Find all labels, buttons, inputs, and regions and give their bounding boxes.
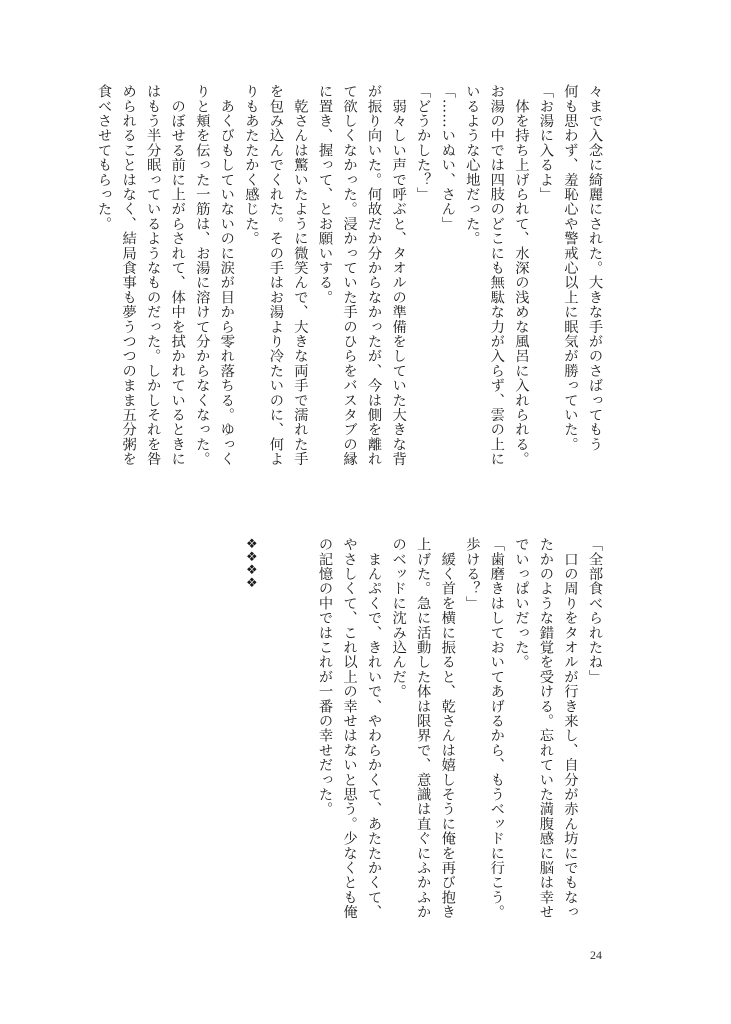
text-line: 乾さんは驚いたように微笑んで、大きな両手で濡れた手 bbox=[292, 84, 309, 467]
text-line: 「……いぬい、さん」 bbox=[439, 84, 456, 231]
lower-text-block bbox=[239, 537, 607, 942]
text-line: が振り向いた。何故だか分からなかったが、今は側を離れ bbox=[366, 84, 383, 467]
text-line: 食べさせてもらった。 bbox=[96, 84, 113, 231]
text-line: を包み込んでくれた。その手はお湯より冷たいのに、何よ bbox=[267, 84, 284, 467]
text-line bbox=[263, 537, 288, 942]
page-number: 24 bbox=[590, 948, 602, 962]
text-line: 「全部食べられたね」 bbox=[587, 537, 603, 684]
text-line: 何も思わず、羞恥心や警戒心以上に眠気が勝っていた。 bbox=[562, 84, 579, 452]
text-line: 緩く首を横に振ると、乾さんは嬉しそうに俺を再び抱き bbox=[439, 537, 456, 920]
text-line: 「歯磨きはしておいてあげるから、もうベッドに行こう。 bbox=[488, 537, 505, 920]
text-line: のベッドに沈み込んだ。 bbox=[390, 537, 407, 699]
text-line: 「お湯に入るよ」 bbox=[537, 84, 554, 202]
text-line: まんぷくで、きれいで、やわらかくて、あたたかくて、 bbox=[366, 537, 383, 920]
text-line: て欲しくなかった。浸かっていた手のひらをバスタブの縁 bbox=[341, 84, 358, 467]
text-line: やさしくて、これ以上の幸せはないと思う。少なくとも俺 bbox=[341, 537, 358, 920]
text-line bbox=[288, 537, 313, 942]
text-line: 「どうかした？」 bbox=[415, 84, 432, 202]
text-line: あくびもしていないのに涙が目から零れ落ちる。ゆっく bbox=[218, 84, 235, 467]
text-line: のぼせる前に上がらされて、体中を拭かれているときに bbox=[169, 84, 186, 467]
text-line: たかのような錯覚を受ける。忘れていた満腹感に脳は幸せ bbox=[537, 537, 554, 920]
text-line: 々まで入念に綺麗にされた。大きな手がのさばってもう bbox=[587, 84, 603, 452]
text-line: 口の周りをタオルが行き来し、自分が赤ん坊にでもなっ bbox=[562, 537, 579, 920]
text-line: いるような心地だった。 bbox=[464, 84, 481, 246]
text-line: の記憶の中ではこれが一番の幸せだった。 bbox=[316, 537, 333, 817]
text-line: 歩ける？」 bbox=[464, 537, 481, 611]
text-line: 上げた。急に活動した体は限界で、意識は直ぐにふかふか bbox=[415, 537, 432, 920]
section-break-ornament: ❖❖❖❖ bbox=[244, 537, 260, 589]
text-line: められることはなく、結局食事も夢うつつのまま五分粥を bbox=[120, 84, 137, 467]
text-line: 弱々しい声で呼ぶと、タオルの準備をしていた大きな背 bbox=[390, 84, 407, 467]
text-line: でいっぱいだった。 bbox=[513, 537, 530, 670]
text-line: お湯の中では四肢のどこにも無駄な力が入らず、雲の上に bbox=[488, 84, 505, 467]
text-line: りもあたたかく感じた。 bbox=[243, 84, 260, 246]
text-line: 体を持ち上げられて、水深の浅めな風呂に入れられる。 bbox=[513, 84, 530, 467]
upper-text-block bbox=[92, 84, 607, 496]
text-line: りと頬を伝った一筋は、お湯に溶けて分からなくなった。 bbox=[194, 84, 211, 467]
text-line: に置き、握って、とお願いする。 bbox=[316, 84, 333, 305]
text-line: はもう半分眠っているようなものだった。しかしそれを咎 bbox=[145, 84, 162, 467]
